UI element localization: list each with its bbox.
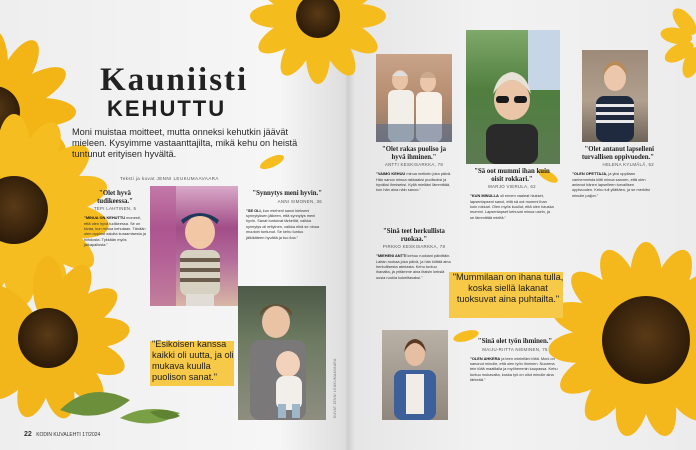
young-woman-figure-icon	[582, 50, 648, 142]
quote-body-lead: "MIEHENI ANTTI	[376, 253, 407, 259]
pullquote-left: "Esikoisen kanssa kaikki oli uutta, ja oli mukava kuulla puolison sanat."	[152, 339, 234, 382]
credit-line: Teksti ja kuvat JENNI LEUKUMAAVAARA	[120, 176, 219, 181]
photo-mother-baby	[238, 286, 326, 420]
quote-name: ANTTI KESKISARKKA, 78	[384, 162, 444, 168]
photo-couple	[376, 54, 452, 142]
headline-line1: Kauniisti	[100, 62, 249, 98]
quote-name: MARJO VIERULA, 62	[488, 184, 536, 190]
quote-body	[376, 171, 452, 193]
photo-young-woman	[582, 50, 648, 142]
quote-heading: "Synnytys meni hyvin."	[252, 190, 322, 197]
quote-body-text: kehuu ruokiani päivittäin. Laitan ruokaa joka päivä, ja hän kiittää aina herkullisesta ateriasta. Kehu tuntuu ihanalta, ja yritämme aina iltaisin keksiä uusia ruokia kokeiltavaksi."	[376, 253, 451, 280]
quote-card-helena	[572, 146, 654, 198]
quote-card-marjo	[470, 168, 554, 220]
quote-card-maiju	[470, 338, 560, 383]
quote-body-lead: "KUN MINULLA	[470, 193, 499, 199]
boy-figure-icon	[150, 186, 238, 306]
headline-line2: KEHUTTU	[107, 96, 227, 121]
pullquote-right: "Mummilaan on ihana tulla, koska siellä lakanat tuoksuvat aina puhtailta."	[452, 272, 564, 304]
quote-body-text: ja teen mielelläni töitä. Moni on sanonut minulle, että olen työn ihminen. Nuorena tein töitä maatilalla ja myöhemmin kaupassa. Kehu tuntuu mukavalta, koska työ on ollut minulle aina tärkeää."	[470, 355, 558, 383]
quote-body	[572, 171, 654, 198]
quote-body	[246, 208, 322, 240]
quote-body-text: monesti, että olen hyvä tudikeessa. Se on kivaa, kun minua kehutaan. Tänään olen oppinut asioita kuraamisesta ja hiihdosta. Tykkään myös jalkapallosta."	[84, 215, 146, 248]
quote-name: ANNI SIMONEN, 36	[277, 198, 322, 204]
quote-body	[84, 215, 146, 247]
quote-body-text: kun mieheni sanoi kiekseni synnytyksen jälkeen, että synnytys meni hyvin. Sanat tuntuivat tärkeiltä, vaikka synnytys oli erityinen, vaikka eikä se ninua muutoin tuntunut. Se kehu tuntuu jälkikäteen hyvältä ja tuo iloa."	[246, 207, 320, 240]
quote-body-text: ja yksi oppilaan vanhemmista kiitti minua sanoen, että olen antanut hänen lapselleen turvallisen oppivuoden. Kehu tuli yllättäen, ja se merkitsi minulle paljon."	[572, 171, 650, 198]
quote-body	[376, 253, 452, 280]
quote-name: TEPI LAHTINEN, 5	[93, 206, 137, 212]
quote-heading: "Sinä teet herkullista ruokaa."	[383, 228, 445, 243]
quote-card-tepi	[84, 190, 146, 248]
older-woman-figure-icon	[382, 330, 448, 420]
quote-body-lead: "OLEN AHKERA	[470, 355, 501, 361]
quote-heading: "Sinä olet työn ihminen."	[477, 338, 553, 345]
quote-heading: "Olet hyvä tudikeessa."	[97, 190, 133, 205]
page-footer	[24, 431, 100, 438]
quote-body	[470, 193, 554, 220]
couple-figure-icon	[376, 54, 452, 142]
quote-body-lead: "VAIMO KEHUU	[376, 171, 406, 177]
quote-body	[470, 356, 560, 383]
lead-paragraph: Moni muistaa moitteet, mutta onneksi kehutkin jäävät mieleen. Kysyimme vastaanttajilta, mikä kehu on heistä tuntunut erityisen hyvältä.	[72, 127, 298, 159]
page-number: 22	[24, 431, 32, 438]
quote-body-text: minua melkein joka päivä. Hän sanoo minua rakkaaksi puolisoksi ja hyväksi ihmiseksi. Kyllä mieltäni lämmittää, kun hän aina näin sanoo."	[376, 171, 452, 193]
photo-sunglasses-woman	[466, 30, 560, 164]
quote-heading: "Olet antanut lapselleni turvallisen oppivuoden."	[581, 146, 654, 161]
quote-heading: "Olet rakas puoliso ja hyvä ihminen."	[381, 146, 446, 161]
quote-name: MAIJU-RIITTA NIEMINEN, 75	[482, 346, 548, 352]
photo-boy	[150, 186, 238, 306]
mother-baby-figure-icon	[238, 286, 326, 420]
quote-card-pirkko	[376, 228, 452, 280]
photo-older-woman	[382, 330, 448, 420]
quote-heading: "Sä oot mummi ihan kuin oisit rokkari."	[474, 168, 550, 183]
woman-sunglasses-figure-icon	[466, 30, 560, 164]
quote-body-text: oli ennen vaaleat hiukset, lapsenlapseni sanoi, että sä oot mummi ihan kuin rokkari. Olen myös kuullut, että olen hauska mummi. Lapsenlapset kehuvat minua usein, ja se lämmittää mieltä."	[470, 193, 554, 220]
quote-card-antti	[376, 146, 452, 193]
magazine-name: KODIN KUVALEHTI 17/2024	[36, 432, 101, 438]
quote-body-lead: "MINUA ON KEHUTTU	[84, 215, 126, 221]
quote-name: PIRKKO KESKISARKKA, 78	[382, 244, 446, 250]
quote-body-lead: "SE OLI,	[246, 207, 262, 213]
side-photo-credit: KUVAT JENNI LEUKUMAAVAARA	[333, 358, 337, 418]
quote-name: HELENA KYLMÄLÄ, 52	[602, 162, 654, 168]
quote-body-lead: "OLEN OPETTAJA,	[572, 171, 608, 177]
quote-card-anni	[246, 190, 322, 240]
